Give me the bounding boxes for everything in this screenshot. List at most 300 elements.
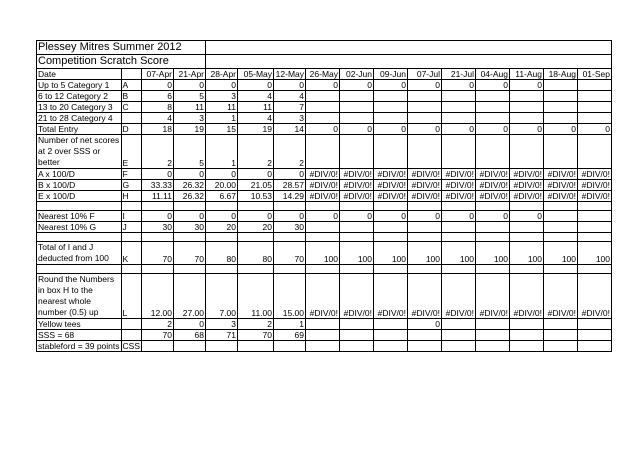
- value-cell[interactable]: 2: [142, 319, 174, 330]
- value-cell[interactable]: #DIV/0!: [374, 180, 408, 191]
- value-cell[interactable]: [340, 135, 374, 169]
- value-cell[interactable]: 5: [174, 135, 206, 169]
- date-header-cell[interactable]: 21-Jul: [442, 69, 476, 80]
- value-cell[interactable]: 100: [476, 242, 510, 265]
- row-code-cell[interactable]: F: [121, 169, 141, 180]
- value-cell[interactable]: 7: [274, 102, 306, 113]
- value-cell[interactable]: [374, 319, 408, 330]
- row-code-cell[interactable]: [121, 319, 141, 330]
- value-cell[interactable]: [340, 102, 374, 113]
- date-header-cell[interactable]: 12-May: [274, 69, 306, 80]
- value-cell[interactable]: 19: [238, 124, 274, 135]
- value-cell[interactable]: 11: [238, 102, 274, 113]
- value-cell[interactable]: 6.67: [206, 191, 238, 202]
- value-cell[interactable]: [306, 91, 340, 102]
- value-cell[interactable]: 0: [174, 169, 206, 180]
- value-cell[interactable]: [476, 330, 510, 341]
- value-cell[interactable]: [408, 113, 442, 124]
- value-cell[interactable]: #DIV/0!: [578, 191, 612, 202]
- row-label-cell[interactable]: Total Entry: [37, 124, 122, 135]
- value-cell[interactable]: #DIV/0!: [374, 274, 408, 319]
- value-cell[interactable]: 14.29: [274, 191, 306, 202]
- table-row: [37, 242, 612, 265]
- value-cell[interactable]: [408, 341, 442, 352]
- table-row: [37, 222, 612, 233]
- value-cell[interactable]: [442, 113, 476, 124]
- value-cell[interactable]: 100: [374, 242, 408, 265]
- value-cell[interactable]: #DIV/0!: [544, 274, 578, 319]
- table-row: [37, 319, 612, 330]
- value-cell[interactable]: 0: [238, 169, 274, 180]
- value-cell[interactable]: 100: [544, 242, 578, 265]
- row-code-cell[interactable]: J: [121, 222, 141, 233]
- value-cell[interactable]: [374, 102, 408, 113]
- value-cell[interactable]: [476, 91, 510, 102]
- row-label-line: at 2 over SSS or: [38, 146, 101, 156]
- value-cell[interactable]: 0: [544, 124, 578, 135]
- value-cell[interactable]: [578, 91, 612, 102]
- value-cell[interactable]: 100: [306, 242, 340, 265]
- row-label-cell[interactable]: 13 to 20 Category 3: [37, 102, 122, 113]
- value-cell[interactable]: 28.57: [274, 180, 306, 191]
- value-cell[interactable]: 0: [274, 80, 306, 91]
- date-header-cell[interactable]: 07-Jul: [408, 69, 442, 80]
- value-cell[interactable]: 14: [274, 124, 306, 135]
- value-cell[interactable]: [442, 135, 476, 169]
- value-cell[interactable]: 0: [510, 124, 544, 135]
- table-row: [37, 91, 612, 102]
- value-cell[interactable]: [306, 319, 340, 330]
- value-cell[interactable]: #DIV/0!: [340, 274, 374, 319]
- value-cell[interactable]: 0: [306, 211, 340, 222]
- value-cell[interactable]: [306, 222, 340, 233]
- value-cell[interactable]: [476, 341, 510, 352]
- value-cell[interactable]: 5: [174, 91, 206, 102]
- row-label-line: in box H to the: [38, 285, 93, 295]
- value-cell[interactable]: #DIV/0!: [306, 191, 340, 202]
- value-cell[interactable]: 80: [238, 242, 274, 265]
- value-cell[interactable]: 100: [578, 242, 612, 265]
- value-cell[interactable]: #DIV/0!: [408, 169, 442, 180]
- value-cell[interactable]: [408, 102, 442, 113]
- value-cell[interactable]: #DIV/0!: [544, 180, 578, 191]
- value-cell[interactable]: [544, 91, 578, 102]
- row-label-cell[interactable]: SSS = 68: [37, 330, 122, 341]
- value-cell[interactable]: 10.53: [238, 191, 274, 202]
- date-header-cell[interactable]: 18-Aug: [544, 69, 578, 80]
- row-code-cell[interactable]: D: [121, 124, 141, 135]
- value-cell[interactable]: [408, 91, 442, 102]
- value-cell[interactable]: [578, 222, 612, 233]
- row-label-cell[interactable]: [37, 242, 122, 265]
- value-cell[interactable]: 0: [174, 80, 206, 91]
- value-cell[interactable]: #DIV/0!: [408, 191, 442, 202]
- value-cell[interactable]: 0: [408, 124, 442, 135]
- value-cell[interactable]: #DIV/0!: [510, 191, 544, 202]
- value-cell[interactable]: 0: [174, 319, 206, 330]
- value-cell[interactable]: 70: [142, 242, 174, 265]
- value-cell[interactable]: 4: [238, 91, 274, 102]
- value-cell[interactable]: 20: [238, 222, 274, 233]
- value-cell[interactable]: 0: [142, 80, 174, 91]
- value-cell[interactable]: 0: [306, 124, 340, 135]
- value-cell[interactable]: 19: [174, 124, 206, 135]
- value-cell[interactable]: 0: [374, 124, 408, 135]
- value-cell[interactable]: [206, 341, 238, 352]
- value-cell[interactable]: [544, 102, 578, 113]
- value-cell[interactable]: 0: [374, 211, 408, 222]
- value-cell[interactable]: [374, 341, 408, 352]
- value-cell[interactable]: [340, 330, 374, 341]
- value-cell[interactable]: #DIV/0!: [442, 274, 476, 319]
- value-cell[interactable]: 0: [274, 169, 306, 180]
- value-cell[interactable]: 7.00: [206, 274, 238, 319]
- value-cell[interactable]: 3: [274, 113, 306, 124]
- value-cell[interactable]: [340, 319, 374, 330]
- value-cell[interactable]: [374, 135, 408, 169]
- value-cell[interactable]: 1: [206, 135, 238, 169]
- subtitle-row: [37, 55, 612, 69]
- value-cell[interactable]: 3: [206, 91, 238, 102]
- value-cell[interactable]: [442, 222, 476, 233]
- row-label-line: nearest whole: [38, 296, 91, 306]
- date-header-cell[interactable]: 02-Jun: [340, 69, 374, 80]
- value-cell[interactable]: [510, 91, 544, 102]
- value-cell[interactable]: #DIV/0!: [306, 274, 340, 319]
- value-cell[interactable]: 0: [510, 211, 544, 222]
- value-cell[interactable]: 70: [142, 330, 174, 341]
- value-cell[interactable]: 4: [142, 113, 174, 124]
- value-cell[interactable]: 0: [306, 80, 340, 91]
- value-cell[interactable]: 0: [340, 124, 374, 135]
- value-cell[interactable]: [544, 341, 578, 352]
- value-cell[interactable]: [578, 113, 612, 124]
- value-cell[interactable]: [510, 330, 544, 341]
- value-cell[interactable]: [544, 135, 578, 169]
- value-cell[interactable]: [510, 319, 544, 330]
- value-cell[interactable]: [510, 113, 544, 124]
- value-cell[interactable]: #DIV/0!: [476, 180, 510, 191]
- value-cell[interactable]: [340, 341, 374, 352]
- row-code-cell[interactable]: G: [121, 180, 141, 191]
- value-cell[interactable]: #DIV/0!: [340, 180, 374, 191]
- row-label-line: Round the Numbers: [38, 274, 115, 284]
- value-cell[interactable]: [578, 330, 612, 341]
- row-label-cell[interactable]: B x 100/D: [37, 180, 122, 191]
- value-cell[interactable]: #DIV/0!: [578, 180, 612, 191]
- value-cell[interactable]: 18: [142, 124, 174, 135]
- value-cell[interactable]: 0: [238, 80, 274, 91]
- value-cell[interactable]: [476, 135, 510, 169]
- value-cell[interactable]: #DIV/0!: [340, 191, 374, 202]
- value-cell[interactable]: 2: [142, 135, 174, 169]
- row-label-line: Total of I and J: [38, 242, 94, 252]
- value-cell[interactable]: 0: [142, 169, 174, 180]
- value-cell[interactable]: 0: [408, 211, 442, 222]
- row-label-line: Number of net scores: [38, 135, 120, 145]
- value-cell[interactable]: 1: [206, 113, 238, 124]
- table-row: [37, 80, 612, 91]
- spacer-row: [37, 202, 612, 211]
- row-label-line: better: [38, 157, 60, 167]
- value-cell[interactable]: 80: [206, 242, 238, 265]
- value-cell[interactable]: 11.11: [142, 191, 174, 202]
- date-header-cell[interactable]: 26-May: [306, 69, 340, 80]
- table-row: [37, 180, 612, 191]
- row-code-cell[interactable]: L: [121, 274, 141, 319]
- header-date-label: Date: [37, 69, 122, 80]
- row-label-line: number (0.5) up: [38, 307, 99, 317]
- value-cell[interactable]: 20: [206, 222, 238, 233]
- value-cell[interactable]: [578, 135, 612, 169]
- value-cell[interactable]: 12.00: [142, 274, 174, 319]
- value-cell[interactable]: [374, 113, 408, 124]
- value-cell[interactable]: #DIV/0!: [510, 274, 544, 319]
- value-cell[interactable]: [578, 80, 612, 91]
- value-cell[interactable]: #DIV/0!: [306, 180, 340, 191]
- value-cell[interactable]: 70: [238, 330, 274, 341]
- value-cell[interactable]: 70: [274, 242, 306, 265]
- value-cell[interactable]: [442, 330, 476, 341]
- value-cell[interactable]: #DIV/0!: [442, 191, 476, 202]
- row-label-cell[interactable]: [37, 135, 122, 169]
- value-cell[interactable]: [306, 135, 340, 169]
- value-cell[interactable]: 8: [142, 102, 174, 113]
- value-cell[interactable]: [510, 222, 544, 233]
- table-row: [37, 102, 612, 113]
- row-code-cell[interactable]: C: [121, 102, 141, 113]
- table-row: [37, 211, 612, 222]
- value-cell[interactable]: #DIV/0!: [408, 180, 442, 191]
- value-cell[interactable]: 21.05: [238, 180, 274, 191]
- value-cell[interactable]: [510, 102, 544, 113]
- value-cell[interactable]: 0: [340, 80, 374, 91]
- row-code-cell[interactable]: E: [121, 135, 141, 169]
- value-cell[interactable]: 100: [340, 242, 374, 265]
- value-cell[interactable]: 27.00: [174, 274, 206, 319]
- value-cell[interactable]: 0: [442, 124, 476, 135]
- value-cell[interactable]: [510, 341, 544, 352]
- value-cell[interactable]: 11: [174, 102, 206, 113]
- value-cell[interactable]: 0: [206, 211, 238, 222]
- value-cell[interactable]: 30: [142, 222, 174, 233]
- value-cell[interactable]: [306, 102, 340, 113]
- value-cell[interactable]: #DIV/0!: [544, 169, 578, 180]
- value-cell[interactable]: 11: [206, 102, 238, 113]
- value-cell[interactable]: 0: [206, 80, 238, 91]
- value-cell[interactable]: [578, 319, 612, 330]
- value-cell[interactable]: [442, 341, 476, 352]
- value-cell[interactable]: 2: [238, 319, 274, 330]
- value-cell[interactable]: [442, 102, 476, 113]
- value-cell[interactable]: #DIV/0!: [442, 180, 476, 191]
- row-code-cell[interactable]: K: [121, 242, 141, 265]
- value-cell[interactable]: #DIV/0!: [510, 180, 544, 191]
- date-header-cell[interactable]: 04-Aug: [476, 69, 510, 80]
- value-cell[interactable]: 15.00: [274, 274, 306, 319]
- value-cell[interactable]: [442, 91, 476, 102]
- row-code-cell[interactable]: [121, 113, 141, 124]
- value-cell[interactable]: #DIV/0!: [340, 169, 374, 180]
- row-label-cell[interactable]: Nearest 10% F: [37, 211, 122, 222]
- value-cell[interactable]: #DIV/0!: [544, 191, 578, 202]
- value-cell[interactable]: 0: [442, 80, 476, 91]
- value-cell[interactable]: #DIV/0!: [476, 274, 510, 319]
- value-cell[interactable]: [340, 222, 374, 233]
- value-cell[interactable]: #DIV/0!: [578, 274, 612, 319]
- value-cell[interactable]: [142, 341, 174, 352]
- value-cell[interactable]: #DIV/0!: [374, 169, 408, 180]
- value-cell[interactable]: [544, 211, 578, 222]
- spacer-row: [37, 265, 612, 274]
- value-cell[interactable]: [544, 222, 578, 233]
- value-cell[interactable]: 33.33: [142, 180, 174, 191]
- date-header-cell[interactable]: 28-Apr: [206, 69, 238, 80]
- value-cell[interactable]: 0: [510, 80, 544, 91]
- row-code-cell[interactable]: CSS: [122, 341, 140, 351]
- value-cell[interactable]: [374, 91, 408, 102]
- value-cell[interactable]: 1: [274, 319, 306, 330]
- value-cell[interactable]: 0: [578, 124, 612, 135]
- table-row: [37, 274, 612, 319]
- value-cell[interactable]: [374, 330, 408, 341]
- value-cell[interactable]: 0: [374, 80, 408, 91]
- value-cell[interactable]: 11.00: [238, 274, 274, 319]
- row-code-cell[interactable]: [121, 330, 141, 341]
- value-cell[interactable]: [578, 102, 612, 113]
- value-cell[interactable]: #DIV/0!: [476, 191, 510, 202]
- value-cell[interactable]: [442, 319, 476, 330]
- value-cell[interactable]: 100: [510, 242, 544, 265]
- value-cell[interactable]: 30: [174, 222, 206, 233]
- value-cell[interactable]: [408, 135, 442, 169]
- value-cell[interactable]: 100: [408, 242, 442, 265]
- value-cell[interactable]: 70: [174, 242, 206, 265]
- value-cell[interactable]: 0: [274, 211, 306, 222]
- table-row: [37, 191, 612, 202]
- value-cell[interactable]: 2: [238, 135, 274, 169]
- date-header-cell[interactable]: 05-May: [238, 69, 274, 80]
- row-label-cell[interactable]: [37, 274, 122, 319]
- value-cell[interactable]: [578, 211, 612, 222]
- value-cell[interactable]: 20.00: [206, 180, 238, 191]
- table-row: [37, 341, 612, 352]
- value-cell[interactable]: 0: [142, 211, 174, 222]
- value-cell[interactable]: [578, 341, 612, 352]
- title-row: [37, 41, 612, 55]
- date-header-cell[interactable]: 11-Aug: [510, 69, 544, 80]
- date-header-cell[interactable]: 09-Jun: [374, 69, 408, 80]
- row-label-cell[interactable]: 21 to 28 Category 4: [37, 113, 122, 124]
- value-cell[interactable]: [544, 80, 578, 91]
- value-cell[interactable]: [544, 113, 578, 124]
- value-cell[interactable]: [408, 222, 442, 233]
- row-code-cell[interactable]: I: [121, 211, 141, 222]
- value-cell[interactable]: 100: [442, 242, 476, 265]
- value-cell[interactable]: 0: [476, 211, 510, 222]
- value-cell[interactable]: 0: [206, 169, 238, 180]
- value-cell[interactable]: #DIV/0!: [374, 191, 408, 202]
- value-cell[interactable]: [544, 319, 578, 330]
- value-cell[interactable]: [274, 341, 306, 352]
- row-label-cell[interactable]: A x 100/D: [37, 169, 122, 180]
- spreadsheet-table: [36, 40, 612, 352]
- value-cell[interactable]: 0: [408, 80, 442, 91]
- value-cell[interactable]: [374, 222, 408, 233]
- value-cell[interactable]: #DIV/0!: [510, 169, 544, 180]
- value-cell[interactable]: 4: [238, 113, 274, 124]
- value-cell[interactable]: #DIV/0!: [306, 169, 340, 180]
- value-cell[interactable]: [238, 341, 274, 352]
- date-header-cell[interactable]: 01-Sep: [578, 69, 612, 80]
- value-cell[interactable]: 26.32: [174, 180, 206, 191]
- value-cell[interactable]: 2: [274, 135, 306, 169]
- value-cell[interactable]: 0: [476, 124, 510, 135]
- row-label-cell[interactable]: Yellow tees: [37, 319, 122, 330]
- value-cell[interactable]: [174, 341, 206, 352]
- value-cell[interactable]: 15: [206, 124, 238, 135]
- date-header-cell[interactable]: 21-Apr: [174, 69, 206, 80]
- table-row: [37, 169, 612, 180]
- value-cell[interactable]: 26.32: [174, 191, 206, 202]
- row-label-cell[interactable]: Nearest 10% G: [37, 222, 122, 233]
- value-cell[interactable]: 71: [206, 330, 238, 341]
- row-label-cell[interactable]: stableford = 39 points: [38, 341, 120, 351]
- row-code-cell[interactable]: H: [121, 191, 141, 202]
- value-cell[interactable]: 3: [174, 113, 206, 124]
- value-cell[interactable]: [408, 330, 442, 341]
- value-cell[interactable]: #DIV/0!: [476, 169, 510, 180]
- table-row: [37, 124, 612, 135]
- date-header-cell[interactable]: 07-Apr: [142, 69, 174, 80]
- value-cell[interactable]: [510, 135, 544, 169]
- row-code-cell[interactable]: B: [121, 91, 141, 102]
- value-cell[interactable]: 30: [274, 222, 306, 233]
- value-cell[interactable]: 68: [174, 330, 206, 341]
- value-cell[interactable]: #DIV/0!: [408, 274, 442, 319]
- value-cell[interactable]: 0: [442, 211, 476, 222]
- value-cell[interactable]: [476, 102, 510, 113]
- value-cell[interactable]: 69: [274, 330, 306, 341]
- row-code-cell[interactable]: A: [121, 80, 141, 91]
- sheet-title: Plessey Mitres Summer 2012: [37, 41, 206, 55]
- value-cell[interactable]: 4: [274, 91, 306, 102]
- row-label-cell[interactable]: Up to 5 Category 1: [37, 80, 122, 91]
- value-cell[interactable]: #DIV/0!: [442, 169, 476, 180]
- row-label-cell[interactable]: 6 to 12 Category 2: [37, 91, 122, 102]
- spacer-row: [37, 233, 612, 242]
- value-cell[interactable]: 3: [206, 319, 238, 330]
- value-cell[interactable]: 0: [476, 80, 510, 91]
- value-cell[interactable]: [476, 319, 510, 330]
- value-cell[interactable]: [544, 330, 578, 341]
- value-cell[interactable]: 6: [142, 91, 174, 102]
- value-cell[interactable]: 0: [238, 211, 274, 222]
- value-cell[interactable]: [476, 222, 510, 233]
- value-cell[interactable]: #DIV/0!: [578, 169, 612, 180]
- value-cell[interactable]: 0: [408, 319, 442, 330]
- value-cell[interactable]: [306, 341, 340, 352]
- value-cell[interactable]: [476, 113, 510, 124]
- value-cell[interactable]: [306, 113, 340, 124]
- value-cell[interactable]: [340, 91, 374, 102]
- value-cell[interactable]: [306, 330, 340, 341]
- value-cell[interactable]: [340, 113, 374, 124]
- value-cell[interactable]: 0: [340, 211, 374, 222]
- table-row: [37, 330, 612, 341]
- value-cell[interactable]: 0: [174, 211, 206, 222]
- row-label-cell[interactable]: E x 100/D: [37, 191, 122, 202]
